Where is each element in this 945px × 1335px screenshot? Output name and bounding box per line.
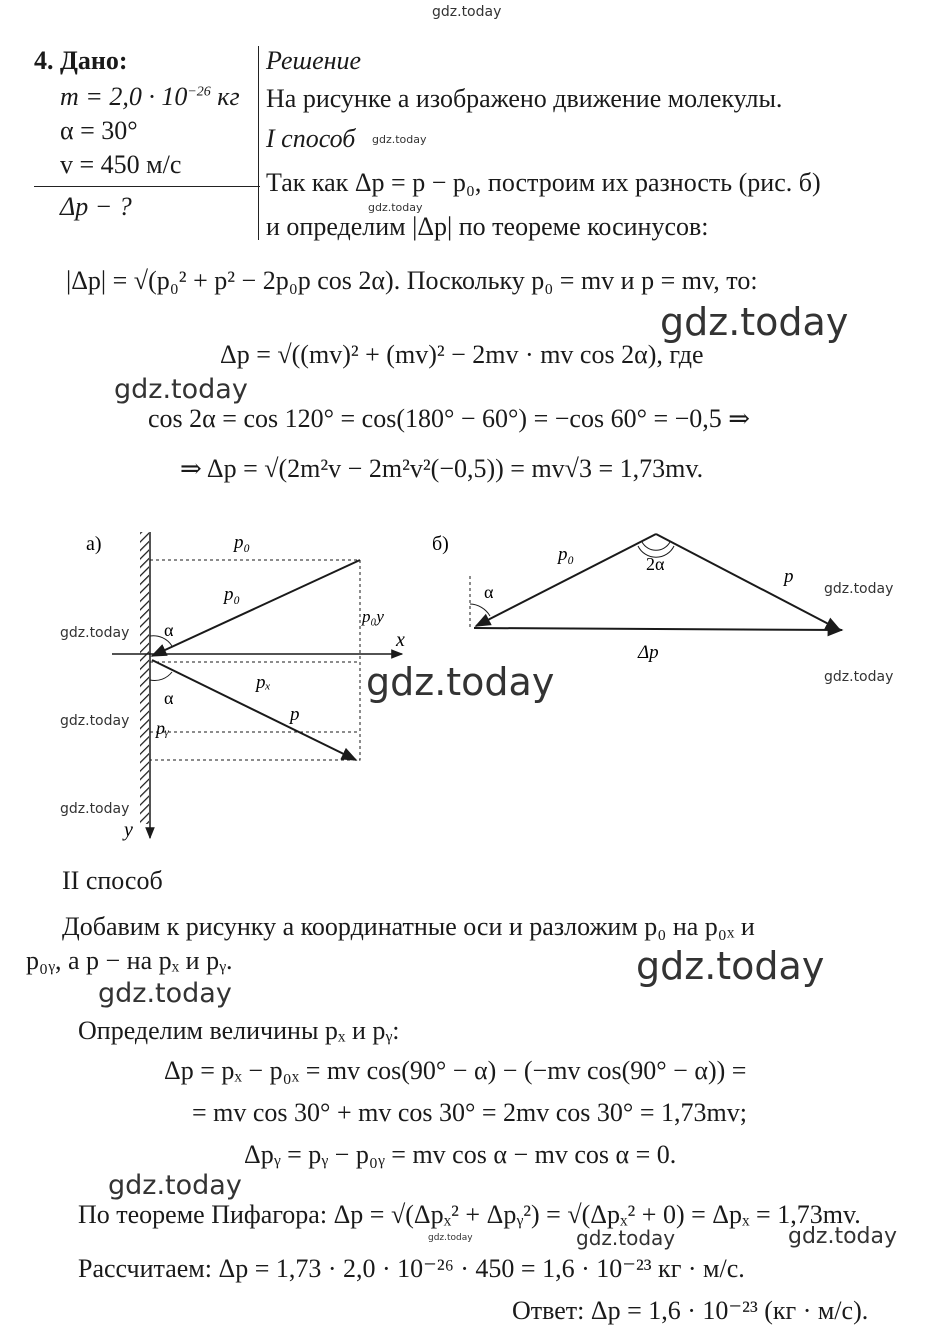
- method-2-line-1: Добавим к рисунку а координатные оси и разложим p₀ на p₀ₓ и: [62, 912, 755, 941]
- watermark-small: gdz.today: [428, 1233, 473, 1243]
- figure-b: [420, 520, 860, 680]
- equation-result: ⇒ Δp = √(2m²v − 2m²v²(−0,5)) = mv√3 = 1,73mv.: [180, 454, 704, 483]
- equation-substitution: Δp = √((mv)² + (mv)² − 2mv · mv cos 2α), где: [220, 340, 704, 369]
- fig-b-label: б): [432, 533, 449, 555]
- equation-pythagoras: По теореме Пифагора: Δp = √(Δpₓ² + Δpᵧ²) = √(Δpₓ² + 0) = Δpₓ = 1,73mv.: [78, 1200, 861, 1229]
- equation-cos30: = mv cos 30° + mv cos 30° = 2mv cos 30° = 1,73mv;: [192, 1098, 747, 1127]
- watermark-top: gdz.today: [432, 4, 502, 20]
- watermark-small: gdz.today: [576, 1226, 676, 1250]
- label-py: pᵧ: [156, 718, 170, 738]
- vector-p0: [152, 560, 360, 656]
- solution-line-2: Так как Δp = p − p₀, построим их разность (рис. б): [266, 168, 821, 197]
- method-2-line-3: Определим величины pₓ и pᵧ:: [78, 1016, 400, 1045]
- label-p0-top: p₀: [234, 532, 251, 553]
- wall-hatching: [140, 532, 149, 824]
- watermark-small: gdz.today: [372, 133, 427, 146]
- watermark-large: gdz.today: [366, 660, 555, 704]
- label-x-axis: x: [396, 629, 405, 651]
- watermark-small: gdz.today: [60, 801, 130, 817]
- label-p-vector: p: [290, 704, 300, 725]
- watermark-large: gdz.today: [660, 300, 849, 344]
- label-p0-vector: p₀: [558, 544, 575, 565]
- given-velocity: v = 450 м/с: [60, 150, 182, 179]
- label-alpha-lower: α: [164, 688, 174, 708]
- watermark-medium: gdz.today: [108, 1170, 242, 1201]
- watermark-large: gdz.today: [636, 944, 825, 988]
- given-mass: $m = 2,0 \cdot 10^{-26}$ кг: [60, 82, 240, 111]
- angle-arc: [150, 672, 172, 680]
- equation-dp-y: Δpᵧ = pᵧ − p₀ᵧ = mv cos α − mv cos α = 0.: [244, 1140, 677, 1169]
- watermark-small: gdz.today: [60, 713, 130, 729]
- given-vertical-rule: [258, 46, 259, 240]
- label-p0-vector: p₀: [224, 584, 241, 605]
- solution-line-1: На рисунке а изображено движение молекулы.: [266, 84, 783, 113]
- label-alpha: α: [484, 582, 494, 602]
- label-p0y: p₀y: [362, 607, 384, 626]
- watermark-small: gdz.today: [60, 625, 130, 641]
- method-1-heading: I способ: [266, 124, 356, 153]
- label-dp-vector: Δp: [638, 642, 659, 663]
- watermark-small: gdz.today: [824, 581, 894, 597]
- solution-line-3: и определим |Δp| по теореме косинусов:: [266, 212, 709, 241]
- equation-calculation: Рассчитаем: Δp = 1,73 · 2,0 · 10⁻²⁶ · 450 = 1,6 · 10⁻²³ кг · м/с.: [78, 1254, 745, 1283]
- equation-cos-value: cos 2α = cos 120° = cos(180° − 60°) = −cos 60° = −0,5 ⇒: [148, 404, 751, 433]
- watermark-small: gdz.today: [368, 201, 423, 214]
- watermark-medium: gdz.today: [98, 978, 232, 1009]
- method-2-heading: II способ: [62, 866, 163, 895]
- angle-arc: [642, 542, 670, 550]
- given-heading: 4. Дано:: [34, 46, 128, 75]
- label-px: pₓ: [256, 672, 271, 693]
- label-p-vector: p: [784, 566, 794, 587]
- given-alpha: α = 30°: [60, 116, 138, 145]
- label-alpha-upper: α: [164, 620, 174, 640]
- vector-p: [152, 660, 356, 760]
- vector-p: [656, 534, 840, 630]
- given-find: Δp − ?: [60, 192, 132, 221]
- vector-dp: [474, 628, 842, 630]
- solution-heading: Решение: [266, 46, 362, 75]
- watermark-medium: gdz.today: [114, 374, 248, 405]
- equation-cosine-law: |Δp| = √(p₀² + p² − 2p₀p cos 2α). Поскольку p₀ = mv и p = mv, то:: [66, 266, 758, 295]
- given-divider: [34, 186, 260, 187]
- label-y-axis: y: [124, 819, 133, 841]
- equation-dp-x: Δp = pₓ − p₀ₓ = mv cos(90° − α) − (−mv cos(90° − α)) =: [164, 1056, 747, 1085]
- answer: Ответ: Δp = 1,6 · 10⁻²³ (кг · м/с).: [512, 1296, 869, 1325]
- label-two-alpha: 2α: [646, 554, 665, 574]
- watermark-small: gdz.today: [824, 669, 894, 685]
- figure-a: [0, 520, 470, 850]
- angle-arc: [470, 604, 490, 616]
- watermark-small: gdz.today: [788, 1224, 898, 1249]
- fig-a-label: а): [86, 533, 102, 555]
- dashed-rect: [150, 560, 360, 760]
- method-2-line-2: p₀ᵧ, а p − на pₓ и pᵧ.: [26, 946, 233, 975]
